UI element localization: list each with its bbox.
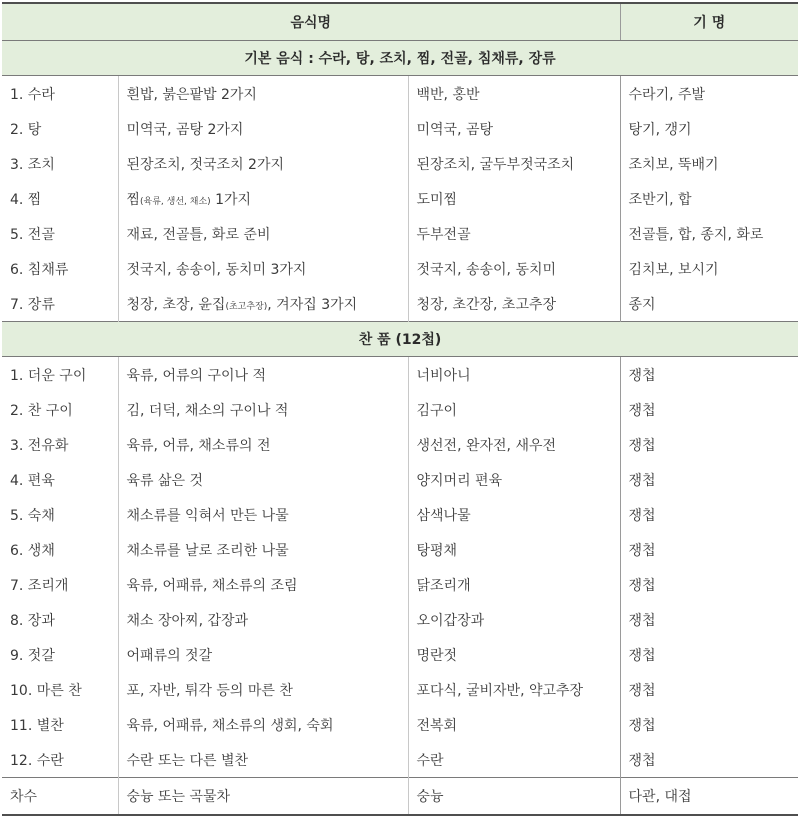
section-side-dish-title: 찬 품 (12첩) — [2, 322, 798, 357]
row-name: 4. 찜 — [2, 181, 118, 216]
table-row — [2, 181, 798, 216]
row-vessel: 수라기, 주발 — [628, 86, 706, 103]
table-row — [2, 111, 798, 146]
royal-meal-table — [2, 2, 798, 816]
desc-tail: 1가지 — [210, 191, 252, 208]
row-example: 포다식, 굴비자반, 약고추장 — [408, 672, 620, 707]
table-row — [2, 427, 798, 462]
table-row — [2, 567, 798, 602]
section-basic-title: 기본 음식 : 수라, 탕, 조치, 찜, 전골, 침채류, 장류 — [2, 41, 798, 76]
table-row — [2, 497, 798, 532]
row-name: 4. 편육 — [2, 462, 118, 497]
row-name: 5. 숙채 — [2, 497, 118, 532]
table-row — [2, 357, 798, 393]
row-example: 김구이 — [408, 392, 620, 427]
row-example: 명란젓 — [408, 637, 620, 672]
header-vessel: 기 명 — [620, 3, 798, 41]
table-row — [2, 672, 798, 707]
row-example: 양지머리 편육 — [408, 462, 620, 497]
table-row — [2, 286, 798, 322]
header-food-name: 음식명 — [2, 3, 620, 41]
table-row — [2, 216, 798, 251]
row-vessel: 쟁첩 — [628, 507, 656, 524]
row-name: 8. 장과 — [2, 602, 118, 637]
table-row — [2, 742, 798, 778]
row-vessel: 쟁첩 — [628, 612, 656, 629]
row-vessel: 쟁첩 — [628, 577, 656, 594]
row-desc: 숭늉 또는 곡물차 — [118, 778, 408, 816]
row-name: 7. 조리개 — [2, 567, 118, 602]
row-example: 백반, 홍반 — [408, 76, 620, 112]
section-basic-header — [2, 41, 798, 76]
row-name: 3. 전유화 — [2, 427, 118, 462]
row-example: 된장조치, 굴두부젓국조치 — [408, 146, 620, 181]
table-row — [2, 602, 798, 637]
desc-tail: , 겨자집 3가지 — [267, 296, 358, 313]
row-name: 10. 마른 찬 — [2, 672, 118, 707]
table-row — [2, 532, 798, 567]
desc-small-note: (초고추장) — [225, 301, 268, 312]
row-vessel: 전골틀, 합, 종지, 화로 — [628, 226, 764, 243]
row-vessel: 쟁첩 — [628, 402, 656, 419]
row-desc: 미역국, 곰탕 2가지 — [118, 111, 408, 146]
row-example: 삼색나물 — [408, 497, 620, 532]
section-side-dish-header — [2, 322, 798, 357]
row-desc: 육류, 어류의 구이나 적 — [118, 357, 408, 393]
row-desc: 흰밥, 붉은팥밥 2가지 — [118, 76, 408, 112]
row-name: 7. 장류 — [2, 286, 118, 322]
row-vessel: 쟁첩 — [628, 717, 656, 734]
row-example: 탕평채 — [408, 532, 620, 567]
row-vessel: 쟁첩 — [628, 472, 656, 489]
row-desc: 수란 또는 다른 별찬 — [118, 742, 408, 778]
row-desc: 된장조치, 젓국조치 2가지 — [118, 146, 408, 181]
row-example: 도미찜 — [408, 181, 620, 216]
desc-small-note: (육류, 생선, 채소) — [140, 196, 211, 207]
table-row — [2, 462, 798, 497]
desc-main: 찜 — [126, 191, 141, 208]
table-header-row — [2, 3, 798, 41]
row-vessel: 김치보, 보시기 — [628, 261, 719, 278]
table-row — [2, 146, 798, 181]
table-row — [2, 392, 798, 427]
row-example: 청장, 초간장, 초고추장 — [408, 286, 620, 322]
row-name: 6. 생채 — [2, 532, 118, 567]
row-name: 1. 수라 — [2, 76, 118, 112]
row-vessel: 쟁첩 — [628, 437, 656, 454]
desc-main: 청장, 초장, 윤집 — [126, 296, 226, 313]
row-desc: 육류, 어류, 채소류의 전 — [118, 427, 408, 462]
row-vessel: 조치보, 뚝배기 — [628, 156, 719, 173]
row-desc: 젓국지, 송송이, 동치미 3가지 — [118, 251, 408, 286]
row-name: 11. 별찬 — [2, 707, 118, 742]
table-row-tea — [2, 778, 798, 816]
row-desc: 채소류를 익혀서 만든 나물 — [118, 497, 408, 532]
row-desc: 재료, 전골틀, 화로 준비 — [118, 216, 408, 251]
row-desc: 채소 장아찌, 갑장과 — [118, 602, 408, 637]
row-name: 9. 젓갈 — [2, 637, 118, 672]
row-name: 3. 조치 — [2, 146, 118, 181]
row-vessel: 쟁첩 — [628, 752, 656, 769]
table-row — [2, 707, 798, 742]
row-desc: 육류 삶은 것 — [118, 462, 408, 497]
row-vessel: 쟁첩 — [628, 682, 656, 699]
row-example: 미역국, 곰탕 — [408, 111, 620, 146]
row-name: 12. 수란 — [2, 742, 118, 778]
row-example: 젓국지, 송송이, 동치미 — [408, 251, 620, 286]
row-name: 5. 전골 — [2, 216, 118, 251]
row-name: 2. 탕 — [2, 111, 118, 146]
row-name: 6. 침채류 — [2, 251, 118, 286]
row-name: 2. 찬 구이 — [2, 392, 118, 427]
row-example: 전복회 — [408, 707, 620, 742]
row-example: 숭늉 — [408, 778, 620, 816]
row-example: 닭조리개 — [408, 567, 620, 602]
row-vessel: 쟁첩 — [628, 647, 656, 664]
table-row — [2, 637, 798, 672]
row-example: 생선전, 완자전, 새우전 — [408, 427, 620, 462]
row-desc: 어패류의 젓갈 — [118, 637, 408, 672]
row-desc: 포, 자반, 튀각 등의 마른 찬 — [118, 672, 408, 707]
row-example: 수란 — [408, 742, 620, 778]
row-desc — [118, 181, 408, 216]
row-example: 너비아니 — [408, 357, 620, 393]
row-vessel: 쟁첩 — [628, 542, 656, 559]
row-desc — [118, 286, 408, 322]
row-desc: 김, 더덕, 채소의 구이나 적 — [118, 392, 408, 427]
row-vessel: 탕기, 갱기 — [628, 121, 692, 138]
row-vessel: 조반기, 합 — [628, 191, 692, 208]
row-desc: 육류, 어패류, 채소류의 생회, 숙회 — [118, 707, 408, 742]
table-row — [2, 251, 798, 286]
table-row — [2, 76, 798, 112]
row-name: 차수 — [2, 778, 118, 816]
row-vessel: 종지 — [628, 296, 656, 313]
row-example: 오이갑장과 — [408, 602, 620, 637]
row-desc: 육류, 어패류, 채소류의 조림 — [118, 567, 408, 602]
row-name: 1. 더운 구이 — [2, 357, 118, 393]
row-example: 두부전골 — [408, 216, 620, 251]
row-vessel: 다관, 대접 — [620, 778, 798, 816]
row-vessel: 쟁첩 — [628, 367, 656, 384]
row-desc: 채소류를 날로 조리한 나물 — [118, 532, 408, 567]
